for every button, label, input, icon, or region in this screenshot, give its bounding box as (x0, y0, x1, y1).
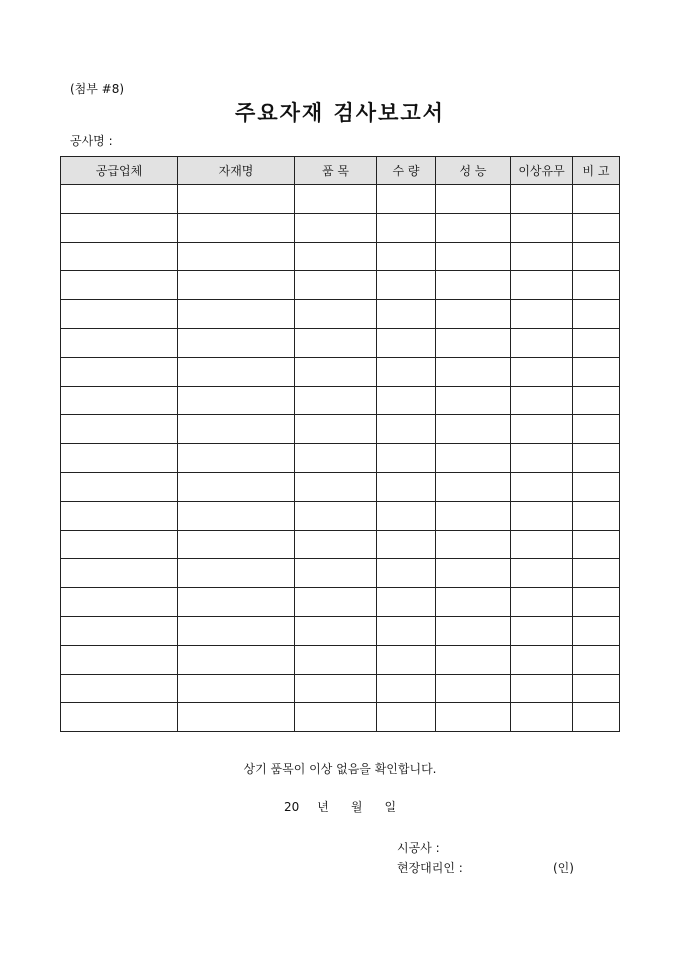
table-row (61, 185, 620, 214)
table-row (61, 328, 620, 357)
table-cell[interactable] (377, 328, 436, 357)
table-cell[interactable] (573, 530, 620, 559)
table-cell[interactable] (295, 559, 377, 588)
table-cell[interactable] (436, 271, 511, 300)
table-cell[interactable] (511, 674, 573, 703)
table-cell[interactable] (377, 271, 436, 300)
table-cell[interactable] (573, 472, 620, 501)
table-cell[interactable] (61, 386, 178, 415)
table-cell[interactable] (511, 386, 573, 415)
table-cell[interactable] (573, 444, 620, 473)
table-cell[interactable] (436, 559, 511, 588)
table-cell[interactable] (511, 242, 573, 271)
header-performance: 성 능 (436, 157, 511, 185)
table-cell[interactable] (377, 444, 436, 473)
table-cell[interactable] (61, 674, 178, 703)
table-cell[interactable] (295, 271, 377, 300)
table-row (61, 415, 620, 444)
table-row (61, 674, 620, 703)
table-cell[interactable] (295, 703, 377, 732)
table-cell[interactable] (511, 530, 573, 559)
table-row (61, 357, 620, 386)
table-row (61, 271, 620, 300)
table-row (61, 213, 620, 242)
table-cell[interactable] (295, 415, 377, 444)
table-cell[interactable] (511, 328, 573, 357)
table-cell[interactable] (573, 271, 620, 300)
table-row (61, 559, 620, 588)
attachment-number: (첨부 #8) (70, 82, 125, 96)
table-cell[interactable] (573, 328, 620, 357)
table-cell[interactable] (178, 530, 295, 559)
table-cell[interactable] (178, 415, 295, 444)
table-cell[interactable] (295, 213, 377, 242)
header-item: 품 목 (295, 157, 377, 185)
table-cell[interactable] (295, 357, 377, 386)
table-cell[interactable] (61, 501, 178, 530)
table-cell[interactable] (295, 300, 377, 329)
table-cell[interactable] (61, 559, 178, 588)
table-cell[interactable] (178, 444, 295, 473)
table-cell[interactable] (573, 674, 620, 703)
table-cell[interactable] (436, 213, 511, 242)
table-cell[interactable] (436, 588, 511, 617)
table-cell[interactable] (511, 501, 573, 530)
table-row (61, 386, 620, 415)
table-cell[interactable] (573, 703, 620, 732)
table-cell[interactable] (573, 616, 620, 645)
table-cell[interactable] (377, 185, 436, 214)
table-cell[interactable] (61, 213, 178, 242)
table-cell[interactable] (178, 501, 295, 530)
table-cell[interactable] (178, 300, 295, 329)
header-supplier: 공급업체 (61, 157, 178, 185)
table-cell[interactable] (377, 588, 436, 617)
table-cell[interactable] (295, 501, 377, 530)
table-cell[interactable] (295, 530, 377, 559)
table-cell[interactable] (377, 674, 436, 703)
table-cell[interactable] (511, 588, 573, 617)
contractor-label: 시공사 : (397, 841, 440, 855)
table-row (61, 300, 620, 329)
table-cell[interactable] (573, 357, 620, 386)
project-name-label: 공사명 : (70, 134, 113, 148)
table-row (61, 501, 620, 530)
table-cell[interactable] (61, 616, 178, 645)
table-row (61, 703, 620, 732)
table-cell[interactable] (61, 357, 178, 386)
table-cell[interactable] (61, 271, 178, 300)
table-cell[interactable] (573, 588, 620, 617)
date-year-label: 년 (317, 800, 329, 814)
inspection-table (60, 156, 620, 732)
header-quantity: 수 량 (377, 157, 436, 185)
date-month-label: 월 (350, 800, 363, 814)
table-cell[interactable] (178, 588, 295, 617)
table-cell[interactable] (511, 472, 573, 501)
table-cell[interactable] (573, 559, 620, 588)
table-cell[interactable] (511, 559, 573, 588)
table-cell[interactable] (511, 357, 573, 386)
table-cell[interactable] (178, 472, 295, 501)
date-year-prefix: 20 (283, 800, 300, 814)
table-cell[interactable] (511, 645, 573, 674)
table-row (61, 616, 620, 645)
table-cell[interactable] (178, 559, 295, 588)
table-cell[interactable] (436, 357, 511, 386)
table-cell[interactable] (511, 444, 573, 473)
table-cell[interactable] (511, 703, 573, 732)
table-cell[interactable] (573, 645, 620, 674)
table-row (61, 472, 620, 501)
table-cell[interactable] (511, 271, 573, 300)
table-row (61, 645, 620, 674)
table-cell[interactable] (178, 703, 295, 732)
table-cell[interactable] (436, 501, 511, 530)
table-cell[interactable] (377, 213, 436, 242)
header-material-name: 자재명 (178, 157, 295, 185)
table-header-row (61, 157, 620, 185)
table-cell[interactable] (436, 703, 511, 732)
table-cell[interactable] (178, 185, 295, 214)
table-cell[interactable] (377, 530, 436, 559)
table-cell[interactable] (573, 213, 620, 242)
table-cell[interactable] (178, 674, 295, 703)
table-body (61, 185, 620, 732)
table-cell[interactable] (377, 415, 436, 444)
table-cell[interactable] (61, 300, 178, 329)
table-cell[interactable] (436, 415, 511, 444)
table-cell[interactable] (511, 415, 573, 444)
date-line (0, 798, 680, 815)
table-cell[interactable] (61, 415, 178, 444)
table-cell[interactable] (511, 185, 573, 214)
table-cell[interactable] (377, 242, 436, 271)
seal-mark: (인) (553, 861, 574, 875)
table-cell[interactable] (295, 386, 377, 415)
table-cell[interactable] (377, 472, 436, 501)
table-cell[interactable] (295, 472, 377, 501)
table-cell[interactable] (436, 185, 511, 214)
table-cell[interactable] (178, 271, 295, 300)
table-cell[interactable] (436, 472, 511, 501)
table-cell[interactable] (573, 415, 620, 444)
table-cell[interactable] (436, 616, 511, 645)
table-cell[interactable] (178, 242, 295, 271)
table-cell[interactable] (436, 328, 511, 357)
table-row (61, 444, 620, 473)
table-cell[interactable] (178, 328, 295, 357)
table-cell[interactable] (436, 530, 511, 559)
table-row (61, 588, 620, 617)
table-cell[interactable] (436, 300, 511, 329)
table-cell[interactable] (573, 386, 620, 415)
table-cell[interactable] (61, 242, 178, 271)
table-cell[interactable] (178, 616, 295, 645)
table-cell[interactable] (295, 645, 377, 674)
table-cell[interactable] (573, 242, 620, 271)
table-cell[interactable] (436, 386, 511, 415)
table-cell[interactable] (511, 213, 573, 242)
table-cell[interactable] (377, 616, 436, 645)
table-cell[interactable] (178, 357, 295, 386)
table-cell[interactable] (377, 703, 436, 732)
header-remarks: 비 고 (573, 157, 620, 185)
table-row (61, 242, 620, 271)
table-row (61, 530, 620, 559)
table-cell[interactable] (295, 444, 377, 473)
table-cell[interactable] (61, 444, 178, 473)
table-cell[interactable] (377, 645, 436, 674)
table-cell[interactable] (295, 674, 377, 703)
table-cell[interactable] (61, 185, 178, 214)
table-cell[interactable] (61, 588, 178, 617)
confirmation-statement: 상기 품목이 이상 없음을 확인합니다. (243, 762, 437, 776)
table-cell[interactable] (436, 242, 511, 271)
table-cell[interactable] (573, 501, 620, 530)
table-cell[interactable] (377, 357, 436, 386)
table-cell[interactable] (295, 616, 377, 645)
table-cell[interactable] (61, 328, 178, 357)
table-cell[interactable] (178, 213, 295, 242)
table-cell[interactable] (178, 645, 295, 674)
table-cell[interactable] (377, 501, 436, 530)
table-cell[interactable] (61, 472, 178, 501)
table-cell[interactable] (377, 559, 436, 588)
table-cell[interactable] (377, 300, 436, 329)
table-cell[interactable] (61, 645, 178, 674)
table-cell[interactable] (295, 328, 377, 357)
date-day-label: 일 (384, 800, 397, 814)
table-cell[interactable] (436, 645, 511, 674)
table-cell[interactable] (295, 242, 377, 271)
table-cell[interactable] (295, 588, 377, 617)
table-cell[interactable] (295, 185, 377, 214)
table-cell[interactable] (61, 703, 178, 732)
table-cell[interactable] (573, 185, 620, 214)
table-cell[interactable] (511, 616, 573, 645)
table-cell[interactable] (436, 444, 511, 473)
table-cell[interactable] (178, 386, 295, 415)
document-title: 주요자재 검사보고서 (235, 100, 445, 125)
site-agent-label: 현장대리인 : (397, 861, 463, 875)
table-cell[interactable] (511, 300, 573, 329)
table-cell[interactable] (573, 300, 620, 329)
header-defect-status: 이상유무 (511, 157, 573, 185)
table-cell[interactable] (377, 386, 436, 415)
table-cell[interactable] (436, 674, 511, 703)
table-cell[interactable] (61, 530, 178, 559)
